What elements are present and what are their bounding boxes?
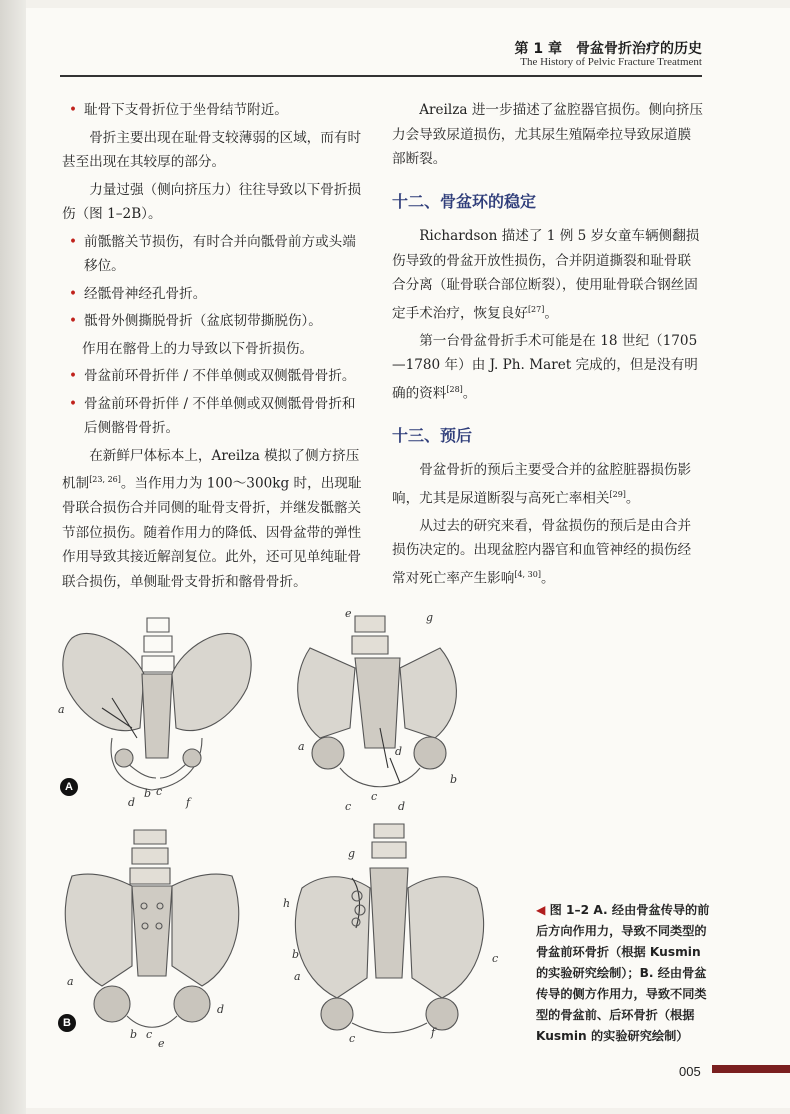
chapter-title-en: The History of Pelvic Fracture Treatment — [520, 56, 702, 68]
figure-letter: a — [298, 740, 305, 753]
citation: [23, 26] — [89, 475, 121, 484]
paragraph-text: 从过去的研究来看，骨盆损伤的预后是由合并损伤决定的。出现盆腔内器官和血管神经的损伤经常对死亡率产生影响 — [392, 517, 692, 587]
bullet-item: • 耻骨下支骨折位于坐骨结节附近。 — [62, 98, 368, 123]
paragraph — [392, 514, 704, 591]
figure-letter: c — [492, 952, 499, 965]
paragraph-text: 。 — [462, 385, 477, 402]
bullet-item: • 经骶骨神经孔骨折。 — [62, 282, 368, 307]
paragraph — [392, 458, 704, 511]
figure-letter: b — [292, 948, 300, 961]
paragraph-text: 骨盆骨折的预后主要受合并的盆腔脏器损伤影响，尤其是尿道断裂与高死亡率相关 — [392, 462, 692, 507]
figure-letter: d — [128, 796, 136, 809]
figure-letter: a — [294, 970, 301, 983]
figure-letter: b — [130, 1028, 138, 1041]
citation: [4, 30] — [514, 569, 541, 579]
bullet-item: • 骨盆前环骨折伴 / 不伴单侧或双侧骶骨骨折和后侧髂骨骨折。 — [62, 392, 368, 441]
chapter-title-cn: 第 1 章 骨盆骨折治疗的历史 — [514, 41, 702, 57]
figure-letter: c — [349, 1032, 356, 1045]
paragraph-text: 在新鲜尸体标本上，Areilza 模拟了侧方挤压机制 — [62, 447, 360, 492]
figure-letter: b — [144, 787, 152, 800]
paragraph — [62, 444, 368, 595]
paragraph — [392, 224, 704, 326]
paragraph-text: 。 — [625, 490, 640, 507]
bullet-item: • 骨盆前环骨折伴 / 不伴单侧或双侧骶骨骨折。 — [62, 364, 368, 389]
paragraph: 骨折主要出现在耻骨支较薄弱的区域，而有时甚至出现在其较厚的部分。 — [62, 129, 362, 170]
figure-letter: f — [186, 796, 191, 809]
pelvis-illustration-a1 — [52, 608, 262, 808]
figure-caption — [536, 900, 716, 1047]
figure-letter: h — [283, 897, 291, 910]
page-number-bar — [712, 1065, 790, 1073]
figure-letter: d — [395, 745, 403, 758]
section-heading: 十三、预后 — [392, 425, 473, 445]
caption-label: 图 1–2 — [549, 903, 590, 917]
pelvis-illustration-b2 — [282, 818, 494, 1038]
citation: [28] — [446, 384, 463, 394]
paragraph: Areilza 进一步描述了盆腔器官损伤。侧向挤压力会导致尿道损伤，尤其尿生殖隔牵拉导致尿道膜部断裂。 — [392, 102, 703, 167]
figure-letter: e — [345, 607, 352, 620]
paragraph: 作用在髂骨上的力导致以下骨折损伤。 — [82, 340, 314, 357]
figure-badge-a: A — [60, 778, 78, 796]
figure-letter: b — [450, 773, 458, 786]
figure-letter: g — [348, 847, 356, 860]
paragraph-text: 。当作用力为 100～300kg 时，出现耻骨联合损伤合并同侧的耻骨支骨折，并继发骶髂关节部位损伤。随着作用力的降低、因骨盆带的弹性作用导致其接近解剖复位。此外，还可见单纯耻骨联合损伤，单侧耻骨支骨折和髂骨骨折。 — [62, 475, 362, 590]
header-rule — [60, 75, 702, 77]
figure-letter: c — [146, 1028, 153, 1041]
bullet-item: • 骶骨外侧撕脱骨折（盆底韧带撕脱伤）。 — [62, 309, 368, 334]
caption-arrow-icon: ◀ — [536, 903, 546, 917]
paragraph-text: Richardson 描述了 1 例 5 岁女童车辆侧翻损伤导致的骨盆开放性损伤，合并阴道撕裂和耻骨联合分离（耻骨联合部位断裂），使用耻骨联合钢丝固定手术治疗，恢复良好 — [392, 228, 700, 322]
figure-letter: d — [217, 1003, 225, 1016]
caption-text: A. 经由骨盆传导的前后方向作用力，导致不同类型的骨盆前环骨折（根据 Kusmin 的实验研究绘制）；B. 经由骨盆传导的侧方作用力，导致不同类型的骨盆前、后环骨折（根据 Kusmin 的实验研究绘制） — [536, 903, 710, 1043]
figure-letter: c — [371, 790, 378, 803]
paragraph-text: 第一台骨盆骨折手术可能是在 18 世纪（1705—1780 年）由 J. Ph. Maret 完成的，但是没有明确的资料 — [392, 332, 698, 402]
figure-letter: c — [345, 800, 352, 813]
right-column — [392, 98, 704, 594]
page-number: 005 — [679, 1064, 701, 1079]
citation: [29] — [609, 489, 626, 499]
figure-letter: a — [58, 703, 65, 716]
book-spine-shadow — [0, 0, 26, 1114]
paragraph: 力量过强（侧向挤压力）往往导致以下骨折损伤（图 1–2B）。 — [62, 181, 362, 222]
section-heading: 十二、骨盆环的稳定 — [392, 191, 537, 211]
citation: [27] — [527, 304, 545, 314]
figure-letter: f — [431, 1026, 436, 1039]
figure-letter: d — [398, 800, 406, 813]
figure-letter: e — [158, 1037, 165, 1050]
figure-letter: a — [67, 975, 74, 988]
figure-badge-b: B — [58, 1014, 76, 1032]
paragraph — [392, 329, 704, 406]
paragraph-text: 。 — [540, 570, 555, 587]
figure-letter: c — [156, 785, 163, 798]
paragraph-text: 。 — [544, 305, 558, 322]
figure-letter: g — [426, 611, 434, 624]
left-column — [62, 98, 368, 597]
bullet-item: • 前骶髂关节损伤，有时合并向骶骨前方或头端移位。 — [62, 230, 368, 279]
